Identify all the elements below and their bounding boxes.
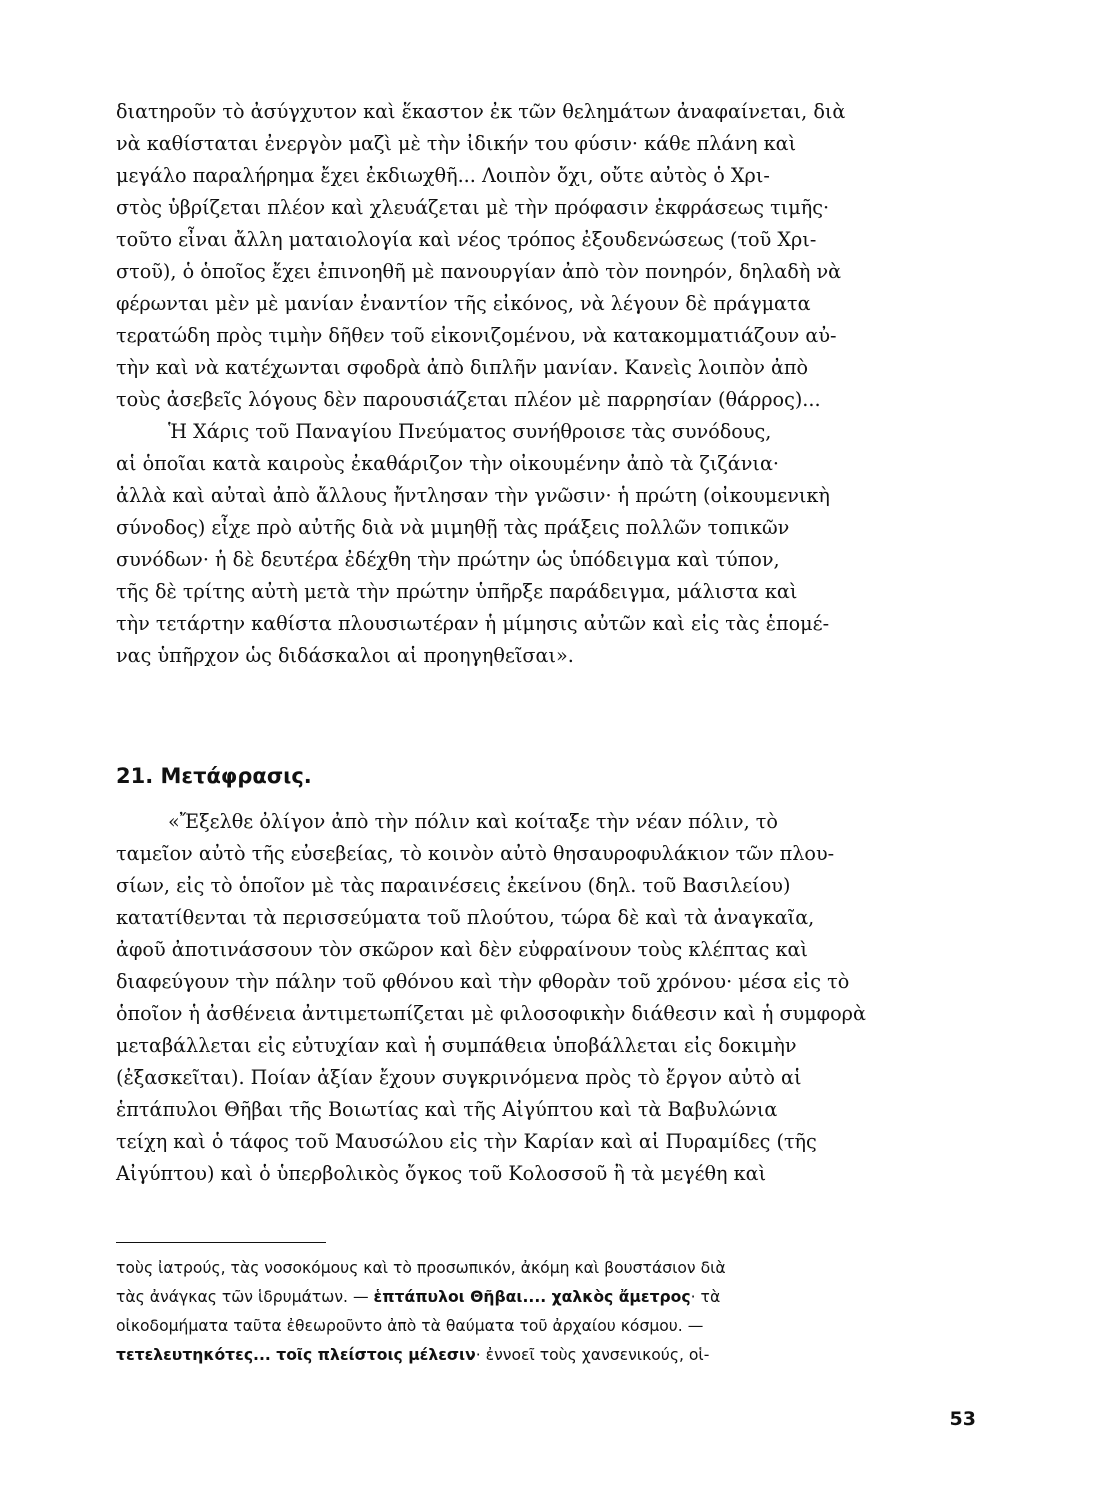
text-line: νας ὑπῆρχον ὡς διδάσκαλοι αἱ προηγηθεῖσαι». <box>116 644 574 667</box>
footnote-line <box>116 1341 972 1370</box>
text-line: αἱ ὁποῖαι κατὰ καιροὺς ἐκαθάριζον τὴν οἰκουμένην ἀπὸ τὰ ζιζάνια· <box>116 452 780 475</box>
paragraph-1 <box>116 96 972 672</box>
text-line: ἀφοῦ ἀποτινάσσουν τὸν σκῶρον καὶ δὲν εὐφραίνουν τοὺς κλέπτας καὶ <box>116 938 808 961</box>
text-line: τὴν τετάρτην καθίστα πλουσιωτέραν ἡ μίμησις αὐτῶν καὶ εἰς τὰς ἑπομέ- <box>116 612 830 635</box>
text-line: κατατίθενται τὰ περισσεύματα τοῦ πλούτου, τώρα δὲ καὶ τὰ ἀναγκαῖα, <box>116 906 815 929</box>
text-line: ταμεῖον αὐτὸ τῆς εὐσεβείας, τὸ κοινὸν αὐτὸ θησαυροφυλάκιον τῶν πλου- <box>116 842 835 865</box>
section-heading: 21. Μετάφρασις. <box>116 764 312 788</box>
footnote-lemma: τετελευτηκότες... τοῖς πλείστοις μέλεσιν <box>116 1346 476 1364</box>
text-line: στὸς ὑβρίζεται πλέον καὶ χλευάζεται μὲ τὴν πρόφασιν ἐκφράσεως τιμῆς· <box>116 196 830 219</box>
text-line: στοῦ), ὁ ὁποῖος ἔχει ἐπινοηθῆ μὲ πανουργίαν ἀπὸ τὸν πονηρόν, δηλαδὴ νὰ <box>116 260 842 283</box>
text-line: μεταβάλλεται εἰς εὐτυχίαν καὶ ἡ συμπάθεια ὑποβάλλεται εἰς δοκιμὴν <box>116 1034 797 1057</box>
text-line: διατηροῦν τὸ ἀσύγχυτον καὶ ἕκαστον ἐκ τῶν θεληµάτων ἀναφαίνεται, διὰ <box>116 100 846 123</box>
text-line: Ἡ Χάρις τοῦ Παναγίου Πνεύματος συνήθροισε τὰς συνόδους, <box>168 420 772 443</box>
text-line: σύνοδος) εἶχε πρὸ αὐτῆς διὰ νὰ μιμηθῇ τὰς πράξεις πολλῶν τοπικῶν <box>116 516 790 539</box>
text-line: Αἰγύπτου) καὶ ὁ ὑπερβολικὸς ὄγκος τοῦ Κολοσσοῦ ἢ τὰ μεγέθη καὶ <box>116 1162 767 1185</box>
text-line: φέρωνται μὲν μὲ μανίαν ἐναντίον τῆς εἰκόνος, νὰ λέγουν δὲ πράγματα <box>116 292 811 315</box>
text-line: τερατώδη πρὸς τιμὴν δῆθεν τοῦ εἰκονιζομένου, νὰ κατακομματιάζουν αὐ- <box>116 324 837 347</box>
footnotes <box>116 1254 972 1370</box>
footnote-text: · ἐννοεῖ τοὺς χανσενικούς, οἱ- <box>475 1346 710 1364</box>
text-line: σίων, εἰς τὸ ὁποῖον μὲ τὰς παραινέσεις ἐκείνου (δηλ. τοῦ Βασιλείου) <box>116 874 791 897</box>
text-line: διαφεύγουν τὴν πάλην τοῦ φθόνου καὶ τὴν φθορὰν τοῦ χρόνου· μέσα εἰς τὸ <box>116 970 850 993</box>
text-line: τείχη καὶ ὁ τάφος τοῦ Μαυσώλου εἰς τὴν Καρίαν καὶ αἱ Πυραμίδες (τῆς <box>116 1130 817 1153</box>
text-line: συνόδων· ἡ δὲ δευτέρα ἐδέχθη τὴν πρώτην ὡς ὑπόδειγμα καὶ τύπον, <box>116 548 780 571</box>
text-line: τὴν καὶ νὰ κατέχωνται σφοδρὰ ἀπὸ διπλῆν μανίαν. Κανεὶς λοιπὸν ἀπὸ <box>116 356 809 379</box>
footnote-lemma: ἑπτάπυλοι Θῆβαι.... χαλκὸς ἄμετρος <box>373 1288 691 1306</box>
footnote-line <box>116 1283 972 1312</box>
text-line: ἑπτάπυλοι Θῆβαι τῆς Βοιωτίας καὶ τῆς Αἰγύπτου καὶ τὰ Βαβυλώνια <box>116 1098 778 1121</box>
footnote-divider <box>116 1242 326 1243</box>
text-line: τοὺς ἀσεβεῖς λόγους δὲν παρουσιάζεται πλέον μὲ παρρησίαν (θάρρος)... <box>116 388 821 411</box>
text-line: τῆς δὲ τρίτης αὐτὴ μετὰ τὴν πρώτην ὑπῆρξε παράδειγμα, μάλιστα καὶ <box>116 580 798 603</box>
text-line: μεγάλο παραλήρημα ἔχει ἐκδιωχθῆ... Λοιπὸν ὄχι, οὔτε αὐτὸς ὁ Χρι- <box>116 164 770 187</box>
text-line: τοῦτο εἶναι ἄλλη ματαιολογία καὶ νέος τρόπος ἐξουδενώσεως (τοῦ Χρι- <box>116 228 817 251</box>
text-line: (ἐξασκεῖται). Ποίαν ἀξίαν ἔχουν συγκρινόμενα πρὸς τὸ ἔργον αὐτὸ αἱ <box>116 1066 802 1089</box>
text-line: ὁποῖον ἡ ἀσθένεια ἀντιμετωπίζεται μὲ φιλοσοφικὴν διάθεσιν καὶ ἡ συμφορὰ <box>116 1002 866 1025</box>
footnote-text: · τὰ <box>690 1288 721 1306</box>
paragraph-3 <box>116 806 972 1190</box>
text-line: «Ἔξελθε ὀλίγον ἀπὸ τὴν πόλιν καὶ κοίταξε τὴν νέαν πόλιν, τὸ <box>168 810 778 833</box>
page-number: 53 <box>949 1408 976 1430</box>
text-line: ἀλλὰ καὶ αὐταὶ ἀπὸ ἄλλους ἤντλησαν τὴν γνῶσιν· ἡ πρώτη (οἰκουμενικὴ <box>116 484 830 507</box>
footnote-text: τὰς ἀνάγκας τῶν ἱδρυμάτων. — <box>116 1288 374 1306</box>
footnote-line: οἰκοδομήματα ταῦτα ἐθεωροῦντο ἀπὸ τὰ θαύματα τοῦ ἀρχαίου κόσμου. — <box>116 1317 704 1335</box>
footnote-line: τοὺς ἰατρούς, τὰς νοσοκόμους καὶ τὸ προσωπικόν, ἀκόμη καὶ βουστάσιον διὰ <box>116 1259 726 1277</box>
text-line: νὰ καθίσταται ἐνεργὸν μαζὶ μὲ τὴν ἰδικήν του φύσιν· κάθε πλάνη καὶ <box>116 132 797 155</box>
